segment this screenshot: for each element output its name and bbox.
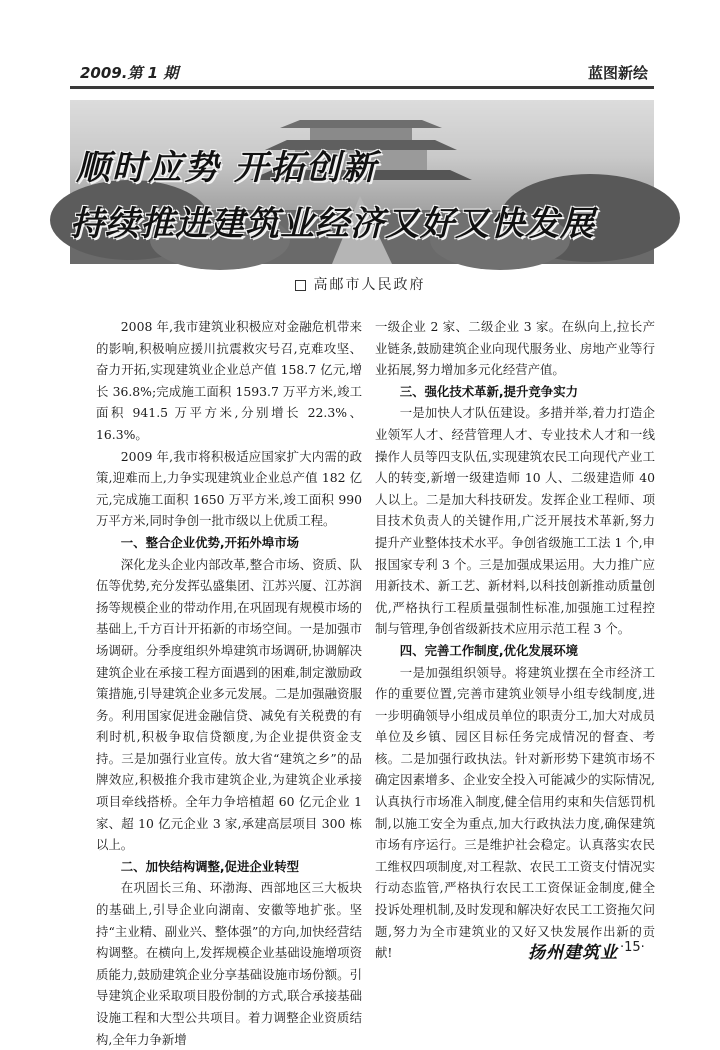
- title-line-2: 持续推进建筑业经济又好又快发展: [70, 204, 595, 244]
- paragraph: 2008 年,我市建筑业积极应对金融危机带来的影响,积极响应援川抗震救灾号召,克难攻坚、奋力开拓,实现建筑业企业总产值 158.7 亿元,增长 36.8%;完成施工面积 1593.7 万平方米,竣工面积 941.5 万平方米,分别增长 22.3%、16.3%。: [96, 319, 362, 442]
- paragraph: 一是加快人才队伍建设。多措并举,着力打造企业领军人才、经营管理人才、专业技术人才和一线操作人员等四支队伍,实现建筑农民工向现代产业工人的转变,新增一级建造师 10 人、二级建造师 40 人以上。二是加大科技研发。发挥企业工程师、项目技术负责人的关键作用,广泛开展技术革新,努力提升产业整体技术水平。争创省级施工工法 1 个,申报国家专利 3 个。三是加强成果运用。大力推广应用新技术、新工艺、新材料,以科技创新推动质量创优,严格执行工程质量强制性标准,加强施工过程控制与管理,争创省级新技术应用示范工程 3 个。: [375, 405, 655, 637]
- right-column: [375, 316, 655, 964]
- author-line: [0, 274, 720, 294]
- paragraph: 在巩固长三角、环渤海、西部地区三大板块的基础上,引导企业向湖南、安徽等地扩张。坚持“主业精、副业兴、整体强”的方向,加快经营结构调整。在横向上,发挥规模企业基础设施增项资质能力,鼓励建筑企业分享基础设施市场份额。引导建筑企业采取项目股份制的方式,联合承接基础设施工程和大型公共项目。着力调整企业资质结构,全年力争新增: [96, 880, 362, 1047]
- page-number: ·15·: [620, 940, 645, 955]
- paragraph: 一是加强组织领导。将建筑业摆在全市经济工作的重要位置,完善市建筑业领导小组专线制度,进一步明确领导小组成员单位的职责分工,加大对成员单位及乡镇、园区目标任务完成情况的督查、考核。二是加强行政执法。针对新形势下建筑市场不确定因素增多、企业安全投入可能减少的实际情况,认真执行市场准入制度,健全信用约束和失信惩罚机制,以施工安全为重点,加大行政执法力度,确保建筑市场有序运行。三是维护社会稳定。认真落实农民工维权四项制度,对工程款、农民工工资支付情况实行动态监管,严格执行农民工工资保证金制度,健全投诉处理机制,及时发现和解决好农民工工资拖欠问题,努力为全市建筑业的又好又快发展作出新的贡献!: [375, 664, 655, 961]
- section-heading: 四、完善工作制度,优化发展环境: [399, 642, 578, 658]
- paragraph: 2009 年,我市将积极适应国家扩大内需的政策,迎难而上,力争实现建筑业企业总产值 182 亿元,完成施工面积 1650 万平方米,竣工面积 990 万平方米,同时争创一批市级以上优质工程。: [96, 448, 362, 529]
- square-icon: [295, 280, 306, 291]
- paragraph: 深化龙头企业内部改革,整合市场、资质、队伍等优势,充分发挥弘盛集团、江苏兴厦、江苏润扬等规模企业的带动作用,在巩固现有规模市场的基础上,千方百计开拓新的市场空间。一是加强市场调研。分季度组织外埠建筑市场调研,协调解决建筑企业在承接工程方面遇到的困难,制定激励政策措施,引导建筑企业多元发展。二是加强融资服务。利用国家促进金融信贷、减免有关税费的有利时机,积极争取信贷额度,为企业提供资金支持。三是加强行业宣传。放大省“建筑之乡”的品牌效应,积极推介我市建筑企业,为建筑企业承接项目牵线搭桥。全年力争培植超 60 亿元企业 1 家、超 10 亿元企业 3 家,承建高层项目 300 栋以上。: [96, 556, 362, 853]
- magazine-logo: 扬州建筑业: [528, 943, 618, 963]
- paragraph-continued: 一级企业 2 家、二级企业 3 家。在纵向上,拉长产业链条,鼓励建筑企业向现代服务业、房地产业等行业拓展,努力增加多元化经营产值。: [375, 319, 655, 378]
- section-heading: 二、加快结构调整,促进企业转型: [120, 858, 299, 874]
- title-banner: [70, 100, 654, 264]
- author-name: 高邮市人民政府: [313, 277, 426, 293]
- section-heading: 一、整合企业优势,开拓外埠市场: [120, 534, 299, 550]
- header-rule: [70, 86, 654, 89]
- section-heading: 三、强化技术革新,提升竞争实力: [399, 383, 578, 399]
- title-line-1: 顺时应势 开拓创新: [76, 148, 378, 188]
- left-column: [96, 316, 362, 1050]
- issue-label: 2009.第 1 期: [80, 64, 179, 82]
- column-label: 蓝图新绘: [587, 64, 648, 82]
